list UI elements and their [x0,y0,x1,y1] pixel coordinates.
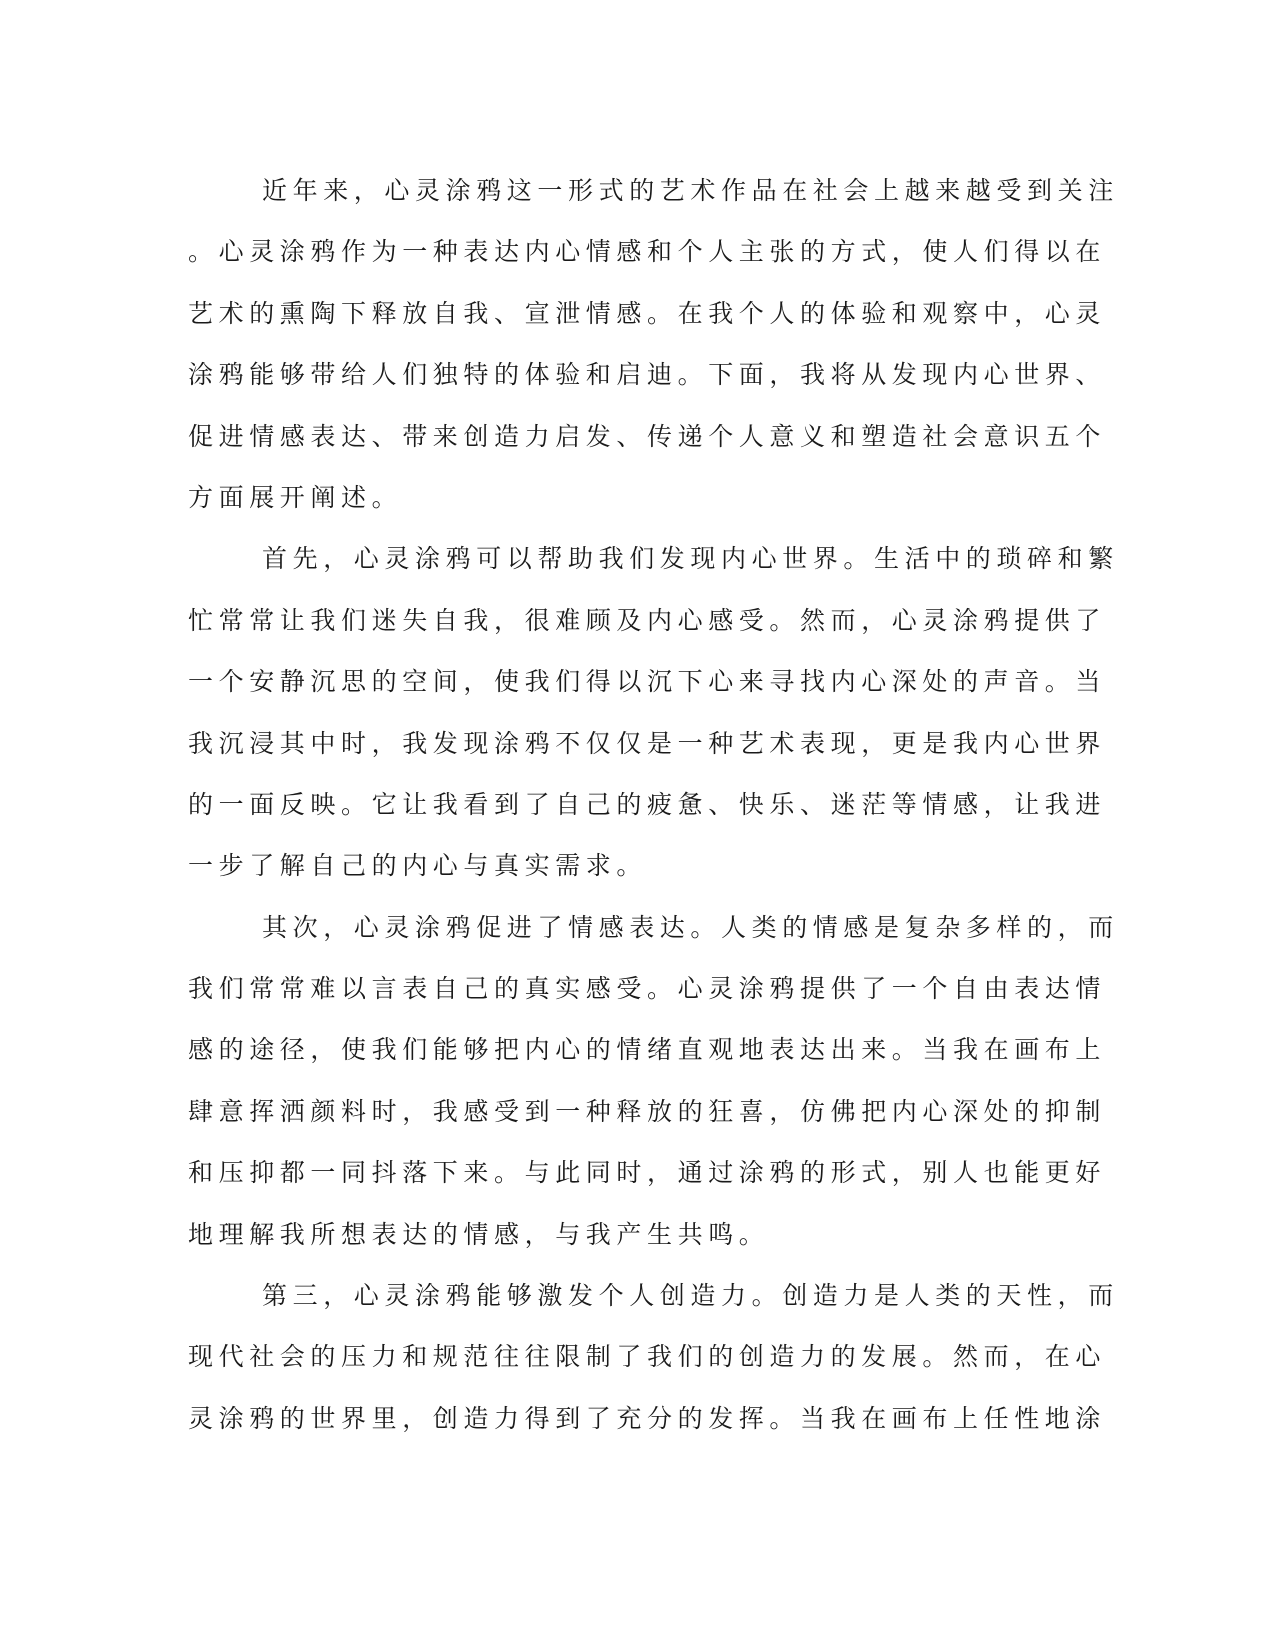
text-line: 近年来，心灵涂鸦这一形式的艺术作品在社会上越来越受到关注 [262,176,1119,205]
text-line: 。心灵涂鸦作为一种表达内心情感和个人主张的方式，使人们得以在 [188,237,1107,267]
text-line: 忙常常让我们迷失自我，很难顾及内心感受。然而，心灵涂鸦提供了 [188,605,1107,635]
text-line: 我们常常难以言表自己的真实感受。心灵涂鸦提供了一个自由表达情 [188,974,1107,1004]
text-line: 现代社会的压力和规范往往限制了我们的创造力的发展。然而，在心 [188,1342,1107,1372]
paragraph-second-point [188,897,1119,1265]
text-line: 涂鸦能够带给人们独特的体验和启迪。下面，我将从发现内心世界、 [188,360,1107,390]
text-line: 促进情感表达、带来创造力启发、传递个人意义和塑造社会意识五个 [188,421,1107,451]
text-line: 一步了解自己的内心与真实需求。 [188,851,648,881]
text-line: 的一面反映。它让我看到了自己的疲惫、快乐、迷茫等情感，让我进 [188,789,1107,819]
text-line: 艺术的熏陶下释放自我、宣泄情感。在我个人的体验和观察中，心灵 [188,298,1107,328]
document-body [188,160,1119,1449]
paragraph-third-point [188,1265,1119,1449]
text-line: 一个安静沉思的空间，使我们得以沉下心来寻找内心深处的声音。当 [188,667,1107,697]
text-line: 肆意挥洒颜料时，我感受到一种释放的狂喜，仿佛把内心深处的抑制 [188,1096,1107,1126]
text-line: 其次，心灵涂鸦促进了情感表达。人类的情感是复杂多样的，而 [262,912,1119,942]
text-line: 方面展开阐述。 [188,482,403,512]
text-line: 灵涂鸦的世界里，创造力得到了充分的发挥。当我在画布上任性地涂 [188,1403,1107,1433]
text-line: 地理解我所想表达的情感，与我产生共鸣。 [188,1219,770,1249]
text-line: 首先，心灵涂鸦可以帮助我们发现内心世界。生活中的琐碎和繁 [262,544,1119,574]
text-line: 和压抑都一同抖落下来。与此同时，通过涂鸦的形式，别人也能更好 [188,1158,1107,1188]
paragraph-intro [188,160,1119,528]
text-line: 感的途径，使我们能够把内心的情绪直观地表达出来。当我在画布上 [188,1035,1107,1065]
paragraph-first-point [188,528,1119,896]
text-line: 我沉浸其中时，我发现涂鸦不仅仅是一种艺术表现，更是我内心世界 [188,728,1107,758]
text-line: 第三，心灵涂鸦能够激发个人创造力。创造力是人类的天性，而 [262,1281,1119,1311]
